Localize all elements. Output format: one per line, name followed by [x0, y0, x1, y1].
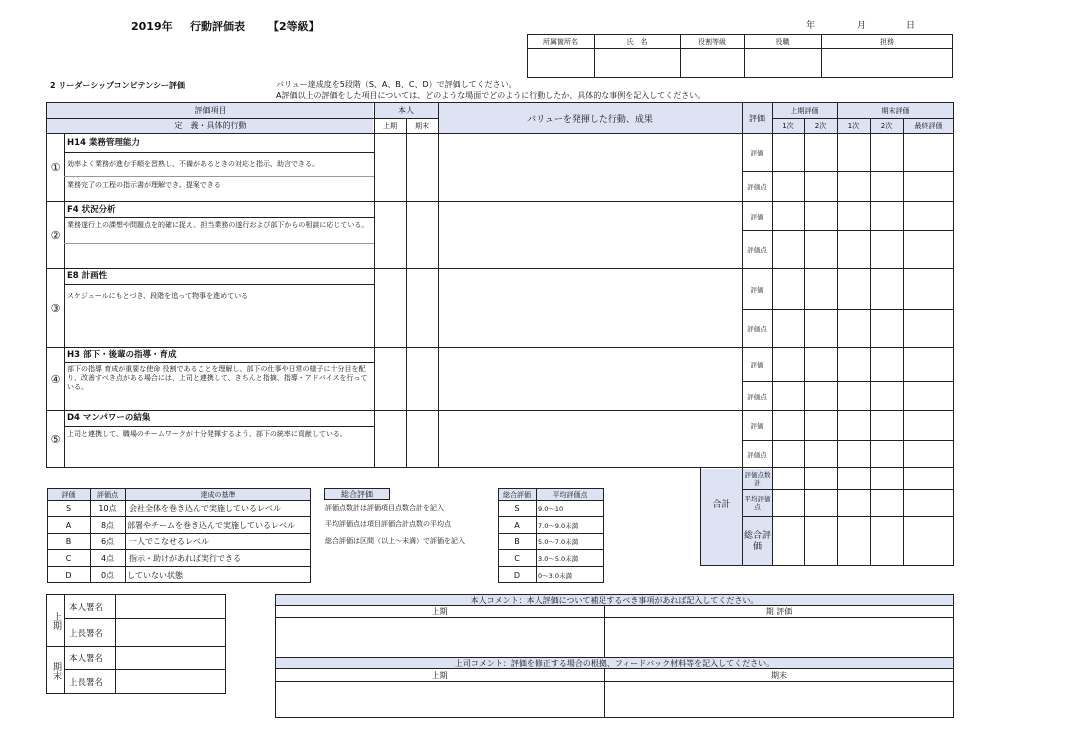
label-points: 評価点: [747, 392, 767, 401]
range-grade: D: [513, 570, 521, 580]
year-title: 2019年: [131, 20, 173, 33]
range-grade: S: [514, 504, 520, 513]
label-points: 評価点: [747, 325, 767, 333]
header-self-first: 上期: [383, 121, 397, 130]
criteria-standard: していない状態: [127, 570, 183, 580]
overall-note-3: 総合評価は区間（以上～未満）で評価を記入: [325, 537, 465, 545]
item-number: ⑤: [50, 433, 61, 446]
header-first-eval: 上期評価: [790, 106, 819, 115]
self-comment-last: 期 評価: [765, 607, 793, 616]
label-eval: 評価: [750, 361, 764, 369]
item-desc: スケジュールにもとづき、段階を追って物事を進めている: [67, 292, 249, 300]
header-eval-item: 評価項目: [194, 106, 227, 115]
boss-comment-title: 上司コメント：評価を修正する場合の根拠、フィードバック材料等を記入してください。: [454, 658, 775, 668]
range-value: 5.0～7.0未満: [538, 538, 579, 546]
sign-boss-label: 上長署名: [69, 678, 104, 688]
value-action-input[interactable]: [439, 411, 742, 468]
item-number: ③: [50, 301, 61, 315]
criteria-grade: D: [65, 570, 72, 580]
sign-boss-label: 上長署名: [69, 628, 104, 639]
date-year: 年: [806, 21, 816, 31]
date-month: 月: [857, 21, 867, 31]
form-title: 行動評価表: [190, 20, 245, 33]
total-average: 平均評価点: [744, 495, 771, 511]
header-final-result: 最終評価: [914, 121, 943, 130]
header-value-action: バリューを発揮した行動、成果: [527, 114, 653, 125]
item-code: H3 部下・後輩の指導・育成: [67, 350, 177, 360]
overall-note-2: 平均評価点は項目評価合計点数の平均点: [325, 520, 451, 528]
criteria-points: 10点: [98, 504, 117, 513]
criteria-grade: C: [65, 553, 72, 563]
header-final-1st: 1次: [847, 121, 860, 130]
self-comment-title: 本人コメント：本人評価について補足するべき事項があれば記入してください。: [470, 595, 759, 605]
item-desc: 業務遂行上の課想や問題点を的確に捉え、担当業務の遂行および部下からの相談に応じている。: [67, 221, 369, 229]
item-code: H14 業務管理能力: [67, 138, 140, 148]
item-desc: 上司と連携して、職場のチームワークが十分発揮するよう、部下の統率に貢献している。: [67, 430, 347, 438]
header-first-2nd: 2次: [814, 121, 827, 130]
label-eval: 評価: [750, 422, 764, 430]
item-desc-2: 業務完了の工程の指示書が理解でき。提案できる: [67, 181, 221, 189]
header-definition: 定 義・具体的行動: [174, 121, 247, 130]
label-eval: 評価: [750, 149, 764, 157]
criteria-h-standard: 達成の基準: [200, 490, 236, 499]
info-col-grade: 役割等級: [698, 37, 726, 46]
info-col-position: 役職: [775, 37, 790, 46]
label-eval: 評価: [750, 212, 764, 221]
value-action-input[interactable]: [439, 348, 742, 410]
range-h-avg: 平均評価点: [552, 490, 588, 499]
section-title: 2 リーダーシップコンピテンシー評価: [50, 81, 186, 90]
value-action-input[interactable]: [439, 202, 742, 268]
item-number: ④: [50, 372, 61, 386]
header-self: 本人: [398, 106, 414, 115]
item-number: ②: [50, 228, 61, 242]
info-input-position[interactable]: [745, 49, 821, 78]
header-first-1st: 1次: [782, 121, 794, 130]
instruction-1: バリュー達成度を5段階（S、A、B、C、D）で評価してください。: [276, 80, 517, 89]
item-code: F4 状況分析: [67, 205, 116, 215]
value-action-input[interactable]: [439, 269, 742, 347]
grade-label: 【2等級】: [268, 20, 320, 33]
label-points: 評価点: [747, 183, 767, 191]
boss-comment-last-input[interactable]: [605, 682, 953, 717]
boss-comment-first-input[interactable]: [276, 682, 604, 717]
info-input-duty[interactable]: [822, 49, 953, 78]
range-grade: A: [514, 520, 520, 530]
overall-title: 総合評価: [324, 488, 390, 500]
sign-period-end-label: 期末: [51, 661, 61, 680]
header-final-2nd: 2次: [880, 121, 893, 130]
info-col-name: 氏 名: [626, 37, 648, 46]
range-value: 3.0～5.0未満: [538, 554, 579, 563]
instruction-2: A評価以上の評価をした項目については、どのような場面でどのように行動したか、具体的な事例を記入してください。: [276, 91, 706, 100]
range-grade: B: [514, 537, 520, 546]
info-input-dept[interactable]: [528, 49, 594, 78]
criteria-standard: 指示・助けがあれば実行できる: [129, 553, 241, 563]
info-input-name[interactable]: [595, 49, 680, 78]
label-eval: 評価: [750, 285, 764, 294]
criteria-grade: B: [65, 537, 72, 546]
label-points: 評価点: [747, 246, 767, 254]
range-grade: C: [514, 553, 520, 563]
range-value: 9.0～10: [538, 505, 564, 513]
sign-boss-end-input[interactable]: [116, 670, 226, 694]
total-points-sum: 評価点数計: [744, 470, 771, 487]
criteria-points: 6点: [100, 537, 115, 546]
sign-self-first-input[interactable]: [116, 595, 226, 618]
total-label: 合計: [712, 499, 731, 510]
range-value: 0～3.0未満: [538, 571, 572, 580]
info-col-dept: 所属箇所名: [543, 37, 578, 46]
label-points: 評価点: [747, 451, 767, 459]
item-number: ①: [50, 161, 61, 174]
criteria-grade: S: [65, 504, 72, 513]
header-self-last: 期末: [415, 121, 429, 130]
total-overall: 総合評価: [743, 530, 771, 552]
value-action-input[interactable]: [439, 134, 742, 201]
item-code: E8 計画性: [67, 271, 108, 281]
criteria-standard: 部署やチームを巻き込んで実施しているレベル: [127, 520, 295, 530]
info-input-grade[interactable]: [681, 49, 744, 78]
range-h-grade: 総合評価: [503, 490, 531, 499]
self-comment-first: 上期: [431, 607, 448, 616]
boss-comment-first: 上期: [431, 670, 448, 680]
range-value: 7.0～9.0未満: [538, 521, 579, 530]
boss-comment-last: 期末: [771, 670, 787, 680]
info-col-duty: 担務: [880, 37, 894, 46]
criteria-points: 4点: [100, 553, 115, 563]
self-comment-first-input[interactable]: [276, 618, 604, 657]
criteria-standard: 一人でこなせるレベル: [129, 537, 209, 546]
sign-boss-first-input[interactable]: [116, 619, 226, 646]
sign-self-label: 本人署名: [69, 654, 104, 664]
item-desc: 部下の指導 育成が重要な使命 役割であることを理解し、部下の仕事や日常の様子に十分目を配り、改善すべき点がある場合には、上司と連携して、きちんと指摘、指導・アドバイスを行っている。: [67, 365, 368, 391]
criteria-points: 0点: [100, 570, 115, 580]
header-eval: 評価: [749, 113, 765, 123]
sign-self-end-input[interactable]: [116, 647, 226, 669]
criteria-standard: 会社全体を巻き込んで実施しているレベル: [129, 504, 281, 513]
sign-first-half-label: 上期: [51, 611, 61, 630]
item-code: D4 マンパワーの結集: [67, 413, 151, 423]
criteria-h-points: 評価点: [97, 490, 118, 499]
criteria-points: 8点: [100, 520, 115, 530]
item-desc: 効率よく業務が進む手順を習熟し、不備があるときの対応と指示、助言できる。: [67, 160, 319, 168]
sign-self-label: 本人署名: [69, 602, 104, 613]
criteria-grade: A: [65, 520, 72, 530]
overall-note-1: 評価点数計は評価項目点数合計を記入: [325, 504, 444, 512]
date-day: 日: [906, 21, 916, 31]
self-comment-last-input[interactable]: [605, 618, 953, 657]
criteria-h-grade: 評価: [61, 490, 76, 499]
header-final-eval: 期末評価: [881, 106, 910, 115]
